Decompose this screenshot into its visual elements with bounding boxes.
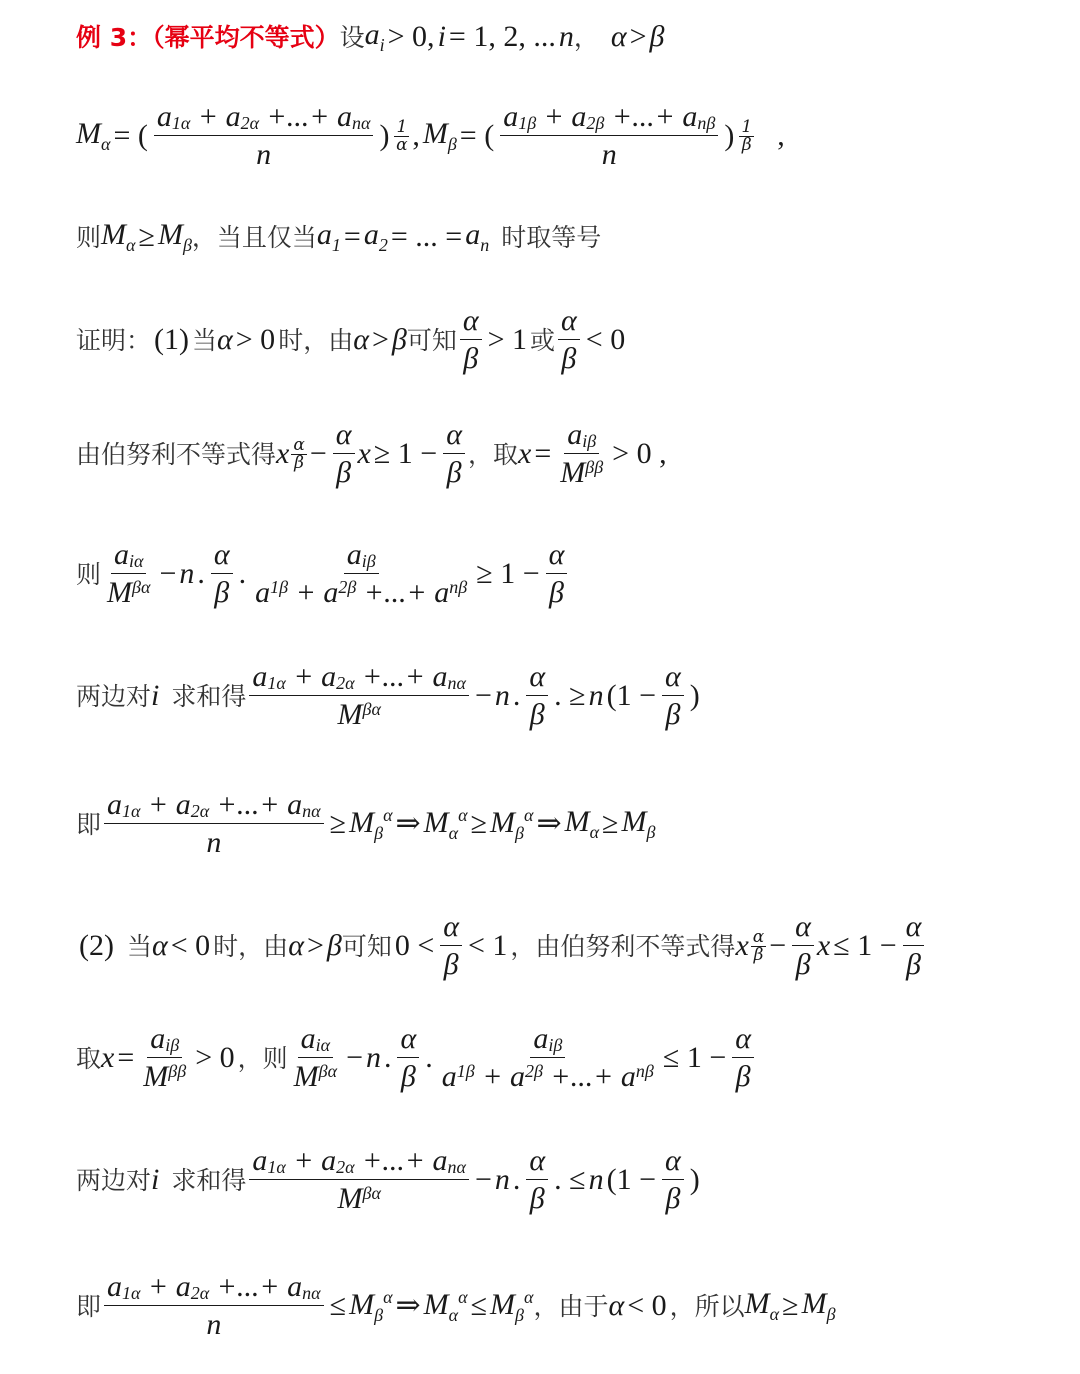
- formula-m-beta: $M_\beta$: [422, 117, 457, 154]
- implies-line-2: 即 a 1 α + a 2 α +...+ a n α n ≤ $M_\beta^\alpha$ ⇒ $M_\alpha^\alpha$ ≤ $M_\beta^\alpha$ ，由于 α < 0 ，所以 $M_\alpha$ ≥ $M_\beta$: [76, 1270, 836, 1341]
- substitution-line: 则 a i α M β α − n . $\frac{\alpha}{\beta}$ . a i β a 1 β + a 2 β +...+ a n β ≥ 1 − $\frac{\alpha}{\beta}$: [76, 540, 570, 608]
- substitution-line-2: 取 x = a i β M β β > 0 ，则 a i α M β α − n . $\frac{\alpha}{\beta}$ . a i β a 1 β + a 2 β +...+ a n β ≤ 1 − $\frac{\alpha}{\beta}$: [76, 1024, 757, 1092]
- bernoulli-line: 由伯努利不等式得 x α β − $\frac{\alpha}{\beta}$ x ≥ 1 − $\frac{\alpha}{\beta}$ ，取 x = a i β M β β > 0 ,: [76, 418, 667, 489]
- proof-case2-line: (2) 当 α < 0 时，由 α > β 可知 0 < $\frac{\alpha}{\beta}$ < 1 ，由伯努利不等式得 x α β − $\frac{\alpha}{\beta}$ x ≤ 1 − $\frac{\alpha}{\beta}$: [76, 912, 927, 980]
- theorem-statement-line: 例 3：（幂平均不等式） 设 $a_i$ > 0, i = 1, 2, ... n ， α > β: [76, 18, 665, 55]
- text-she: 设: [339, 22, 365, 52]
- example-title: 例 3：（幂平均不等式）: [76, 22, 340, 52]
- implies-line-1: 即 a 1 α + a 2 α +...+ a n α n ≥ $M_\beta^\alpha$ ⇒ $M_\alpha^\alpha$ ≥ $M_\beta^\alpha$ ⇒ $M_\alpha$ ≥ $M_\beta$: [76, 788, 656, 859]
- formula-condition: $a_i$: [364, 18, 385, 55]
- conclusion-line: 则 $M_\alpha$ ≥ $M_\beta$ ，当且仅当 $a_1$ = $a_2$ = ... = $a_n$ 时取等号: [76, 218, 602, 255]
- proof-case1-line: 证明： (1) 当 α > 0 时，由 α > β 可知 $\frac{\alpha}{\beta}$ > 1 或 $\frac{\alpha}{\beta}$ < 0: [76, 304, 626, 375]
- formula-m-alpha: $M_\alpha$: [76, 117, 111, 154]
- sum-line-2: 两边对 i 求和得 a 1 α + a 2 α +...+ a n α M β α − n . $\frac{\alpha}{\beta}$ . ≤ n (1 − $\frac{\alpha}{\beta}$ ): [76, 1144, 700, 1215]
- definition-line: $M_\alpha$ = ( a 1 α + a 2 α +...+ a n α n ) 1 α , $M_\beta$ = ( a 1 β + a 2 β +...+ a n β n ) 1 β ,: [76, 100, 785, 171]
- sum-line-1: 两边对 i 求和得 a 1 α + a 2 α +...+ a n α M β α − n . $\frac{\alpha}{\beta}$ . ≥ n (1 − $\frac{\alpha}{\beta}$ ): [76, 660, 700, 731]
